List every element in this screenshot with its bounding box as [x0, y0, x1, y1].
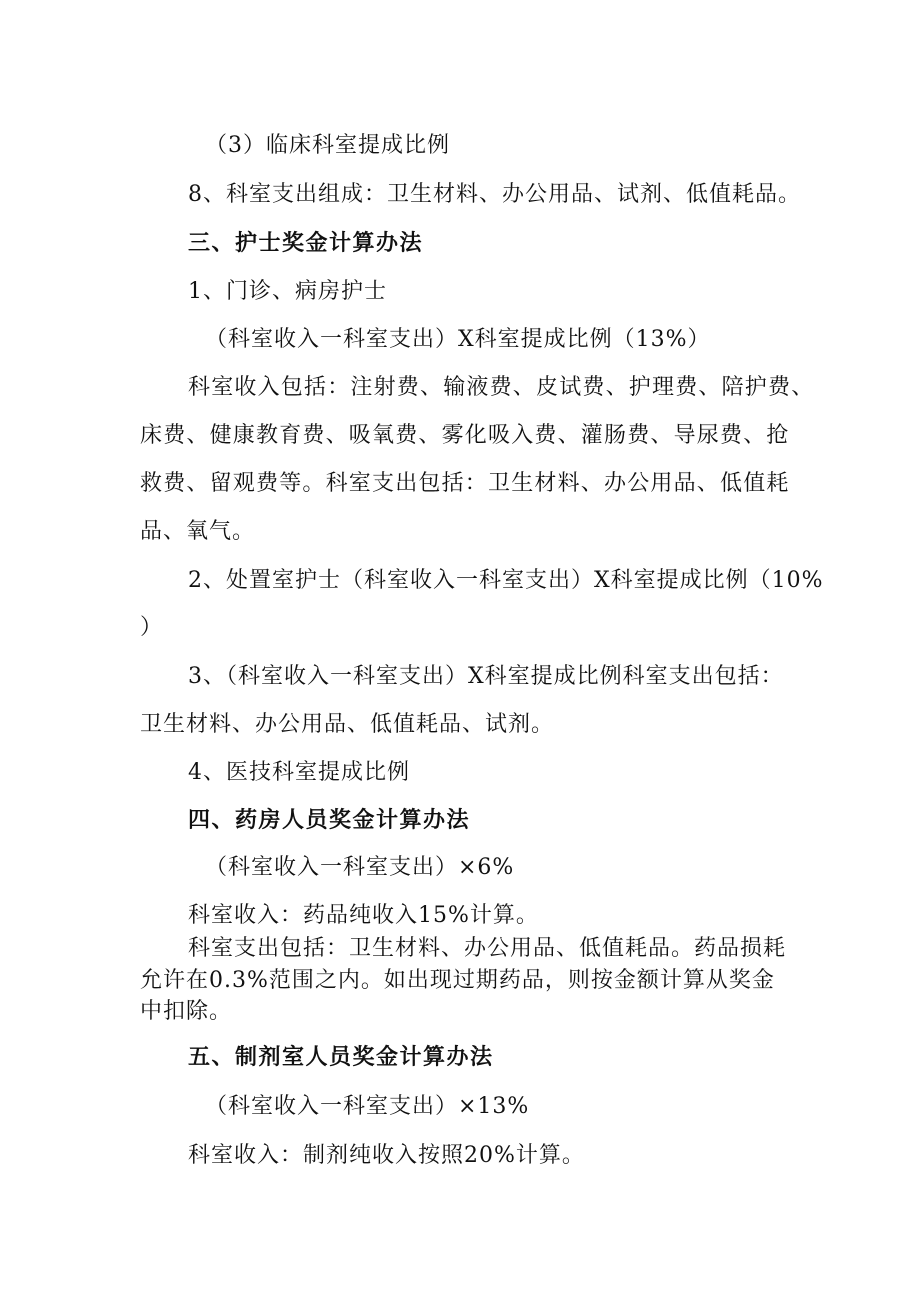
item-1-outpatient-ward-nurse: 1、门诊、病房护士 [188, 279, 387, 304]
item-3-formula: 3、（科室收入一科室支出）X科室提成比例科室支出包括： [188, 664, 784, 689]
pharmacy-expense-line-3: 中扣除。 [140, 999, 233, 1024]
formula-nurse-13: （科室收入一科室支出）X科室提成比例（13%） [205, 327, 711, 352]
formula-pharmacy-6: （科室收入一科室支出）×6% [205, 855, 515, 880]
item-8-expense-composition: 8、科室支出组成：卫生材料、办公用品、试剂、低值耗品。 [188, 182, 801, 207]
item-2-continuation: ） [140, 615, 164, 640]
paragraph-income-line-1: 科室收入包括：注射费、输液费、皮试费、护理费、陪护费、 [188, 375, 815, 400]
section-heading-5-preparation-bonus: 五、制剂室人员奖金计算办法 [188, 1045, 494, 1070]
formula-preparation-13: （科室收入一科室支出）×13% [205, 1094, 530, 1119]
section-heading-3-nurse-bonus: 三、护士奖金计算办法 [188, 231, 424, 256]
item-4-medical-tech-ratio: 4、医技科室提成比例 [188, 760, 410, 785]
item-2-treatment-room-nurse: 2、处置室护士（科室收入一科室支出）X科室提成比例（10% [188, 568, 824, 593]
sub-item-clinical-ratio: （3）临床科室提成比例 [205, 133, 450, 158]
item-3-continuation: 卫生材料、办公用品、低值耗品、试剂。 [140, 712, 555, 737]
preparation-income: 科室收入：制剂纯收入按照20%计算。 [188, 1143, 585, 1168]
paragraph-income-line-4: 品、氧气。 [140, 519, 256, 544]
pharmacy-expense-line-1: 科室支出包括：卫生材料、办公用品、低值耗品。药品损耗 [188, 936, 787, 961]
section-heading-4-pharmacy-bonus: 四、药房人员奖金计算办法 [188, 808, 471, 833]
pharmacy-expense-line-2: 允许在0.3%范围之内。如出现过期药品，则按金额计算从奖金 [140, 968, 775, 993]
paragraph-income-line-2: 床费、健康教育费、吸氧费、雾化吸入费、灌肠费、导尿费、抢 [140, 423, 790, 448]
pharmacy-income: 科室收入：药品纯收入15%计算。 [188, 903, 539, 928]
paragraph-income-line-3: 救费、留观费等。科室支出包括：卫生材料、办公用品、低值耗 [140, 471, 790, 496]
